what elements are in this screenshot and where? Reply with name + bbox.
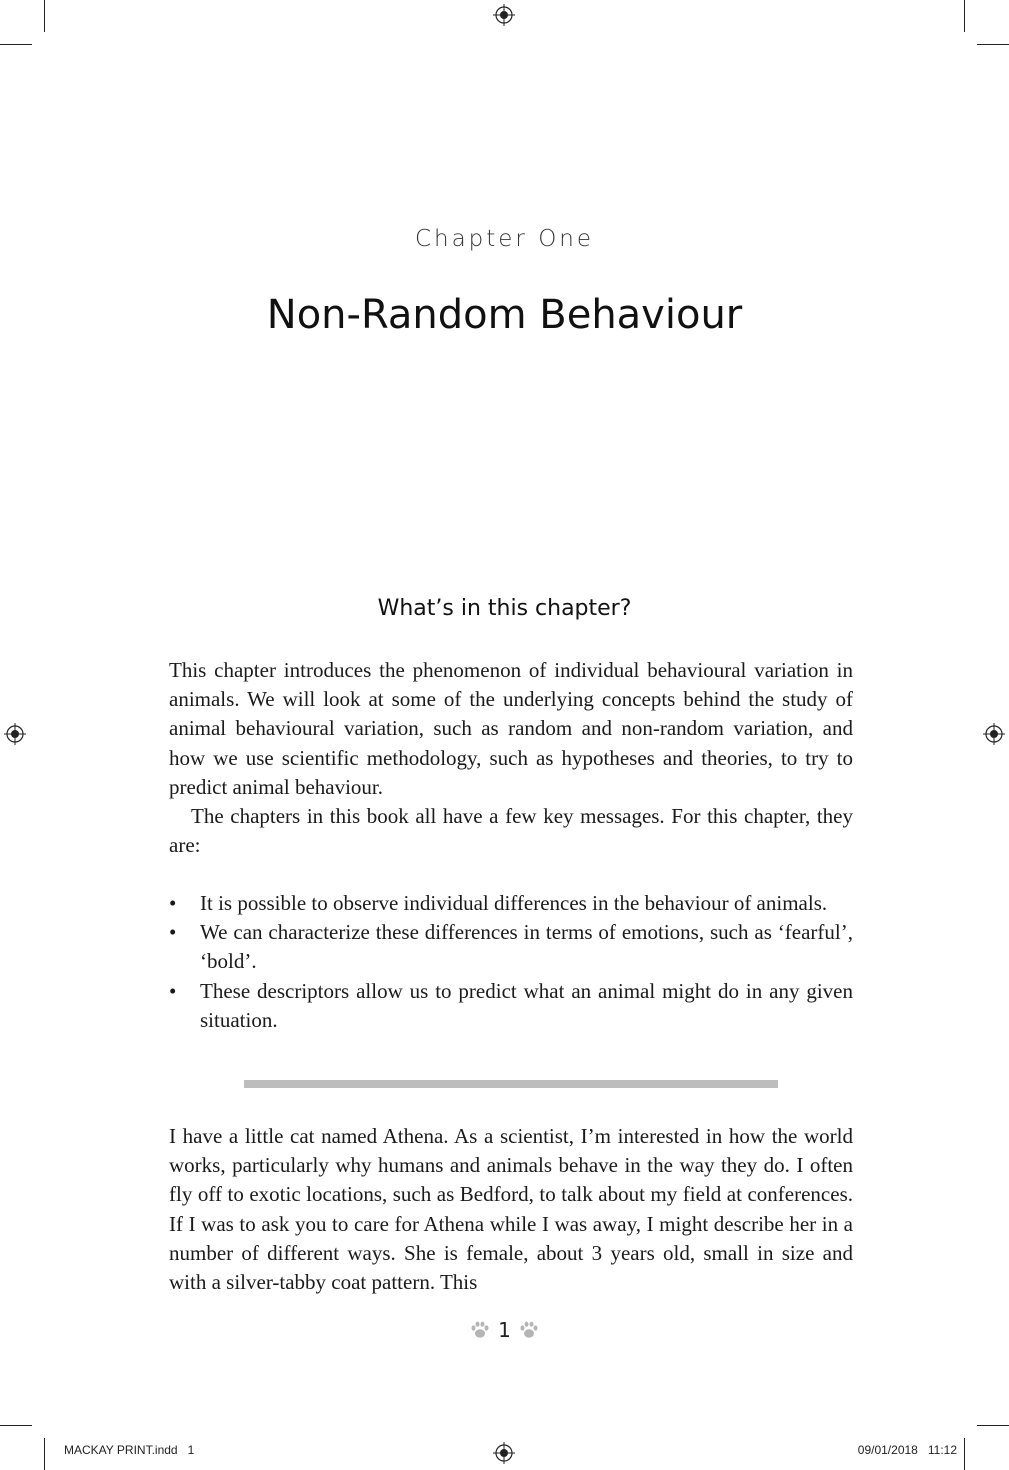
key-messages (169, 889, 853, 1035)
section-heading: What’s in this chapter? (377, 596, 632, 621)
registration-mark-icon (4, 723, 26, 745)
slug-time: 11:12 (927, 1443, 957, 1457)
list-item (169, 918, 853, 976)
body-paragraph: I have a little cat named Athena. As a scientist, I’m interested in how the world works, particularly why humans and animals behave in the way they do. I often fly off to exotic locations, such as Bedford, to talk about my field at conferences. If I was to ask you to care for Athena while I was away, I might describe her in a number of different ways. She is female, about 3 years old, small in size and with a silver-tabby coat pattern. This (169, 1124, 853, 1295)
paw-print-icon (470, 1320, 490, 1340)
key-message-text: It is possible to observe individual differences in the behaviour of animals. (200, 891, 828, 915)
list-item (169, 977, 853, 1035)
chapter-label: Chapter One (414, 226, 595, 252)
bullet-icon: • (169, 920, 177, 945)
crop-mark (964, 0, 965, 32)
key-message-text: We can characterize these differences in terms of emotions, such as ‘fearful’, ‘bold’. (200, 920, 853, 974)
summary-paragraph: The chapters in this book all have a few key messages. For this chapter, they are: (169, 804, 853, 858)
section-divider (244, 1080, 778, 1088)
crop-mark (44, 1438, 45, 1470)
bullet-icon: • (169, 978, 177, 1003)
slug-date: 09/01/2018 (857, 1443, 918, 1457)
crop-mark (977, 1425, 1009, 1426)
summary-paragraph: This chapter introduces the phenomenon of individual behavioural variation in animals. We will look at some of the underlying concepts behind the study of animal behavioural variation, such as random and non-random variation, and how we use scientific methodology, such as hypotheses and theories, to try to predict animal behaviour. (169, 658, 853, 799)
registration-mark-icon (983, 723, 1005, 745)
crop-mark (0, 1425, 32, 1426)
crop-mark (44, 0, 45, 32)
page-number: 1 (498, 1318, 511, 1342)
slug-timestamp (858, 1443, 957, 1457)
crop-mark (0, 44, 32, 45)
bullet-icon: • (169, 891, 177, 915)
list-item (169, 889, 853, 918)
body-text (169, 1122, 853, 1297)
registration-mark-icon (493, 1442, 515, 1464)
registration-mark-icon (493, 4, 515, 26)
chapter-title: Non-Random Behaviour (266, 292, 743, 338)
chapter-summary (169, 656, 853, 860)
crop-mark (964, 1438, 965, 1470)
key-messages-list (169, 889, 853, 1035)
page-footer (0, 1318, 1009, 1342)
key-message-text: These descriptors allow us to predict what an animal might do in any given situation. (200, 978, 853, 1032)
paw-print-icon (519, 1320, 539, 1340)
slug-filename: MACKAY PRINT.indd 1 (64, 1443, 195, 1457)
crop-mark (977, 44, 1009, 45)
